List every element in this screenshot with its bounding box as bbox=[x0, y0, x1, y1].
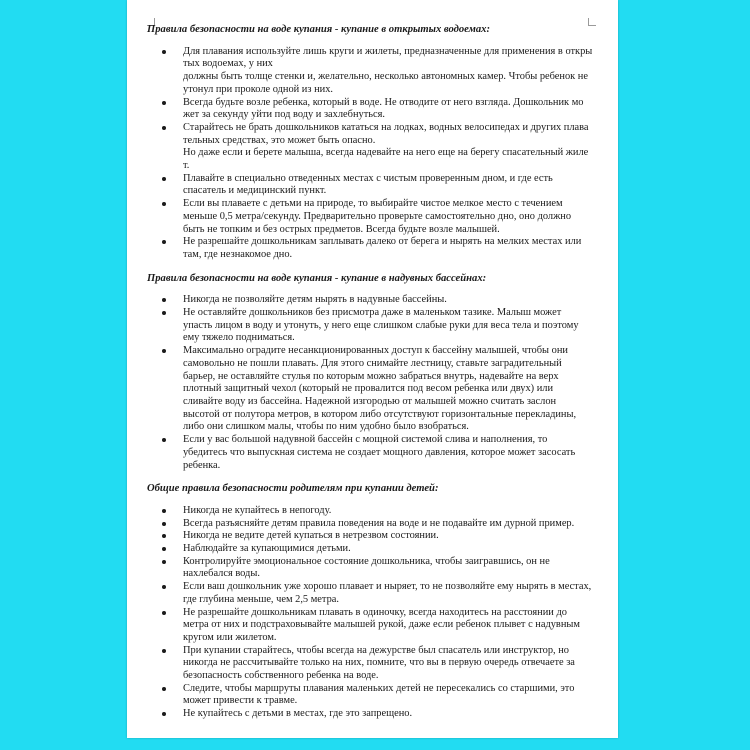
list-item bbox=[183, 294, 599, 307]
list-item-line: безопасность собственного ребенка на воде. bbox=[183, 670, 379, 682]
list-item-line: жет за секунду уйти под воду и захлебнуться. bbox=[183, 109, 385, 121]
list-item-line: При купании старайтесь, чтобы всегда на дежурстве был спасатель или инструктор, но bbox=[183, 644, 569, 656]
bullet-list bbox=[147, 294, 599, 472]
list-item-line: Всегда разъясняйте детям правила поведения на воде и не подавайте им дурной пример. bbox=[183, 517, 575, 529]
list-item bbox=[183, 556, 599, 581]
list-item-line: Всегда будьте возле ребенка, который в воде. Не отводите от него взгляда. Дошкольник мо bbox=[183, 96, 584, 108]
section-heading: Правила безопасности на воде купания - купание в надувных бассейнах: bbox=[147, 272, 487, 284]
list-item-line: меньше 0,5 метра/секунду. Предварительно проверьте самостоятельно дно, оно должно bbox=[183, 210, 572, 222]
list-item bbox=[183, 122, 599, 173]
list-item-line: Старайтесь не брать дошкольников кататься на лодках, водных велосипедах и других плава bbox=[183, 121, 589, 133]
list-item bbox=[183, 683, 599, 708]
list-item-line: Никогда не ведите детей купаться в нетрезвом состоянии. bbox=[183, 530, 439, 542]
list-item bbox=[183, 345, 599, 434]
list-item-line: Наблюдайте за купающимися детьми. bbox=[183, 543, 351, 555]
list-item-line: Никогда не купайтесь в непогоду. bbox=[183, 504, 332, 516]
list-item-line: Следите, чтобы маршруты плавания маленьких детей не пересекались со старшими, это bbox=[183, 682, 575, 694]
list-item-line: Контролируйте эмоциональное состояние дошкольника, чтобы заигравшись, он не bbox=[183, 555, 550, 567]
section-heading: Правила безопасности на воде купания - купание в открытых водоемах: bbox=[147, 24, 491, 35]
list-item bbox=[183, 434, 599, 472]
list-item-line: убедитесь что выпускная система не создает мощного давления, которое может засосать bbox=[183, 446, 576, 458]
list-item-line: плотный защитный чехол (который не провалится под весом ребенка или двух) или bbox=[183, 383, 554, 395]
list-item bbox=[183, 505, 599, 518]
list-item-line: нахлебался воды. bbox=[183, 568, 260, 580]
list-item-line: Не разрешайте дошкольникам заплывать далеко от берега и нырять на мелких местах или bbox=[183, 236, 582, 248]
list-item bbox=[183, 46, 599, 97]
list-item bbox=[183, 543, 599, 556]
list-item-line: спасатель и медицинский пункт. bbox=[183, 185, 327, 197]
list-item-line: кругом или жилетом. bbox=[183, 631, 277, 643]
list-item-line: Не разрешайте дошкольникам плавать в одиночку, всегда находитесь на расстоянии до bbox=[183, 606, 567, 618]
list-item-line: Если вы плаваете с детьми на природе, то выбирайте чистое мелкое место с течением bbox=[183, 198, 563, 210]
list-item-line: Если у вас большой надувной бассейн с мощной системой слива и наполнения, то bbox=[183, 434, 548, 446]
list-item-line: тых водоемах, у них bbox=[183, 58, 273, 70]
list-item-line: там, где незнакомое дно. bbox=[183, 248, 293, 260]
list-item-line: тельных средствах, это может быть опасно. bbox=[183, 134, 376, 146]
list-item bbox=[183, 236, 599, 261]
list-item-line: сливайте воду из бассейна. Надежной изгородью от малышей можно считать заслон bbox=[183, 395, 557, 407]
list-item-line: либо они слишком малы, чтобы по ним удобно было взобраться. bbox=[183, 421, 469, 433]
list-item-line: ребенка. bbox=[183, 459, 221, 471]
list-item-line: ему тяжело подниматься. bbox=[183, 332, 295, 344]
list-item-line: Максимально оградите несанкционированных доступ к бассейну малышей, чтобы они bbox=[183, 345, 568, 357]
list-item-line: высотой от полутора метров, в котором либо отсутствуют горизонтальные перекладины, bbox=[183, 408, 577, 420]
list-item bbox=[183, 645, 599, 683]
list-item-line: никогда не рассчитывайте только на них, помните, что вы в первую очередь отвечаете за bbox=[183, 657, 575, 669]
list-item-line: барьер, не оставляйте стулья по которым можно забраться внутрь, надевайте на верх bbox=[183, 370, 559, 382]
list-item bbox=[183, 518, 599, 531]
bullet-list bbox=[147, 505, 599, 721]
list-item-line: Для плавания используйте лишь круги и жилеты, предназначенные для применения в откры bbox=[183, 45, 593, 57]
list-item-line: Плавайте в специально отведенных местах с чистым проверенным дном, и где есть bbox=[183, 172, 553, 184]
list-item-line: т. bbox=[183, 160, 190, 172]
list-item-line: упасть лицом в воду и утонуть, у него еще слишком слабые руки для веса тела и поэтому bbox=[183, 319, 579, 331]
list-item bbox=[183, 173, 599, 198]
list-item-line: где глубина меньше, чем 2,5 метра. bbox=[183, 593, 339, 605]
list-item bbox=[183, 198, 599, 236]
list-item-line: утонул при проколе одной из них. bbox=[183, 83, 333, 95]
document-content bbox=[147, 24, 599, 732]
section-heading: Общие правила безопасности родителям при купании детей: bbox=[147, 483, 439, 495]
list-item bbox=[183, 530, 599, 543]
list-item bbox=[183, 581, 599, 606]
list-item-line: Не купайтесь с детьми в местах, где это запрещено. bbox=[183, 708, 413, 720]
list-item-line: быть не топким и без острых предметов. Всегда будьте возле малышей. bbox=[183, 223, 500, 235]
list-item bbox=[183, 708, 599, 721]
list-item bbox=[183, 607, 599, 645]
list-item-line: Но даже если и берете малыша, всегда надевайте на него еще на берегу спасательный жиле bbox=[183, 147, 589, 159]
list-item-line: Не оставляйте дошкольников без присмотра даже в маленьком тазике. Малыш может bbox=[183, 307, 562, 319]
list-item-line: метра от них и подстраховывайте малышей рукой, даже если ребенок плывет с надувным bbox=[183, 619, 580, 631]
list-item-line: может привести к травме. bbox=[183, 695, 298, 707]
document-page bbox=[127, 0, 618, 738]
bullet-list bbox=[147, 46, 599, 262]
list-item bbox=[183, 307, 599, 345]
list-item-line: самовольно не пошли плавать. Для этого снимайте лестницу, ставьте заградительный bbox=[183, 357, 562, 369]
list-item-line: Никогда не позволяйте детям нырять в надувные бассейны. bbox=[183, 294, 447, 306]
list-item-line: Если ваш дошкольник уже хорошо плавает и ныряет, то не позволяйте ему нырять в местах, bbox=[183, 581, 592, 593]
list-item bbox=[183, 97, 599, 122]
list-item-line: должны быть толще стенки и, желательно, несколько автономных камер. Чтобы ребенок не bbox=[183, 71, 588, 83]
